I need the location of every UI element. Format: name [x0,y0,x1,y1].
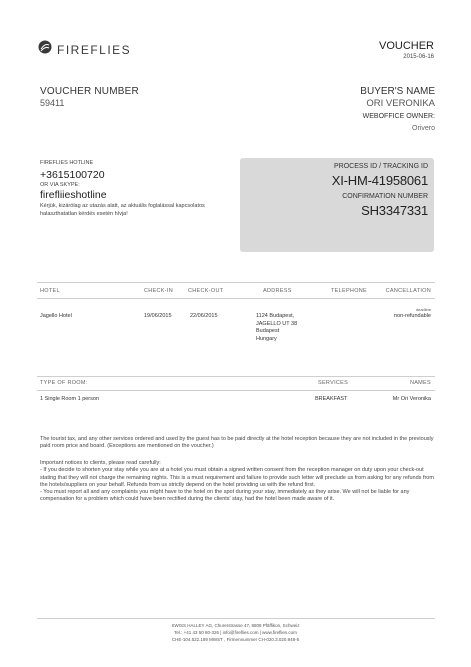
confirmation-label: CONFIRMATION NUMBER [342,193,428,200]
room-table-top-rule [37,376,435,377]
hotline-note: Kérjük, kizárólag az utazás alatt, az aktuális foglalással kapcsolatos halaszthatatlan kérdés esetén hívja! [40,203,205,217]
hotel-address [256,313,297,343]
address-line: JAGELLO UT 38 [256,320,298,327]
col-room-type: TYPE OF ROOM: [40,380,88,386]
buyer-name: ORI VERONIKA [366,98,435,109]
room-type: 1 Single Room 1 person [40,396,100,402]
skype-label: OR VIA SKYPE: [40,182,80,188]
skype-id: firefliieshotline [40,189,107,201]
process-box [240,158,434,252]
footer-address: SWISS HALLEY AG, Churerstrasse 47, 8808 Pfäffikon, Schweiz [171,623,300,628]
footer-contact: Tel.: +41 43 50 80-326 | info@fireflies.com | www.fireflies.com [174,630,297,635]
footer [0,622,471,643]
voucher-number-label: VOUCHER NUMBER [40,86,139,97]
doc-date: 2015-06-16 [403,54,434,60]
cancellation-value: non-refundable [393,313,431,319]
room-table-header-rule [37,390,435,391]
checkin-date: 19/06/2015 [144,313,172,319]
footer-rule [37,618,435,619]
process-id: XI-HM-41958061 [331,173,428,188]
hotline-block [40,160,220,218]
confirmation-number: SH3347331 [361,203,428,218]
weboffice-label: WEBOFFICE OWNER: [362,113,435,120]
hotel-table-header-rule [37,298,435,299]
voucher-number: 59411 [40,98,65,108]
brand-logo [38,40,131,59]
hotel-name: Jagello Hotel [40,313,72,319]
col-names: NAMES [409,380,431,386]
col-checkin: CHECK-IN [144,288,173,294]
col-cancellation: CANCELLATION [385,288,431,294]
voucher-title-block [379,40,434,60]
hotline-label: FIREFLIES HOTLINE [40,160,94,166]
col-telephone: TELEPHONE [331,288,368,294]
footer-registration: CHE-104.522.189 MWST , Firmennummer CH-020.3.020.948-5 [171,637,300,642]
notice-item: - You must report all and any complaints you might have to the hotel on the spot during your stay, immediately as they arise. We will not be liable for any compensation for a problem which could have been rectified during the clients' stay, had the hotel been made aware of it. [40,489,410,503]
weboffice-value: Orivero [412,125,435,132]
room-services: BREAKFAST [315,396,348,402]
col-hotel: HOTEL [40,288,60,294]
deadline-label: deadline [415,307,431,312]
col-address: ADDRESS [263,288,292,294]
notice-item: - If you decide to shorten your stay while you are at a hotel you must obtain a signed written consent from the reception manager on duty upon your check-out stating that they will not charge the remaining nights. This is a must requirement and failure to provide such letter will preclude us from asking for any refunds from the hotels/suppliers on your behalf. Refunds from us strictly depend on the hotel providing us with the refund first. [40,467,434,488]
buyer-block [360,86,435,132]
important-notices [40,460,435,504]
process-id-label: PROCESS ID / TRACKING ID [334,163,428,170]
doc-type: VOUCHER [378,40,434,52]
address-line: 1124 Budapest, [256,313,295,319]
hotline-phone: +3615100720 [40,169,105,181]
tax-notice: The tourist tax, and any other services ordered and used by the guest has to be paid directly at the hotel reception because they are not included in the previously paid room price and board. (Exceptions are mentioned on the voucher.) [40,436,434,450]
hotel-table-top-rule [37,282,435,283]
col-services: SERVICES [318,380,349,386]
fireflies-logo-icon [38,40,52,59]
col-checkout: CHECK-OUT [188,288,224,294]
buyer-label: BUYER'S NAME [360,86,435,97]
checkout-date: 22/06/2015 [190,313,218,319]
guest-names: Mr Ori Veronika [392,396,431,402]
voucher-number-block [40,86,139,108]
important-notices-title: Important notices to clients, please read carefully: [40,460,161,466]
address-line: Hungary [256,335,277,342]
brand-name: FIREFLIES [57,42,132,57]
address-line: Budapest [256,328,280,334]
